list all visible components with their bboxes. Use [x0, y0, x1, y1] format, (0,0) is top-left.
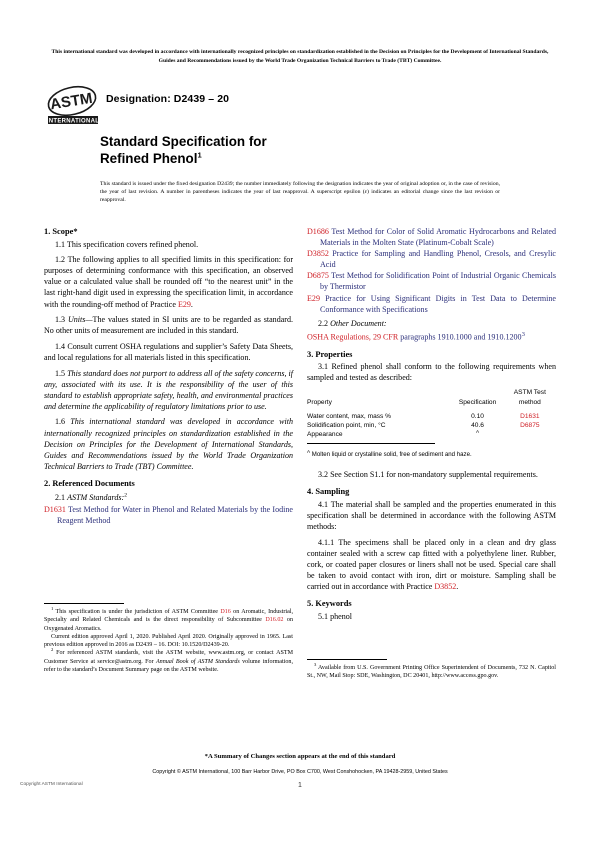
subsection-2-2-number: 2.2	[318, 318, 331, 328]
page-number: 1	[298, 782, 302, 789]
cell-specification-solidification-point: 40.6	[471, 422, 484, 429]
section-heading-keywords: 5. Keywords	[307, 599, 352, 609]
subsection-2-2-title: Other Document:	[330, 318, 387, 328]
paragraph-1-3-term: Units—	[67, 315, 93, 325]
reference-title-e29: Practice for Using Significant Digits in Test Data to Determine Conformance with Specifications	[320, 293, 556, 314]
reference-item-osha	[307, 329, 556, 343]
paragraph-1-1: 1.1 This specification covers refined phenol.	[55, 239, 199, 249]
section-heading-sampling: 4. Sampling	[307, 487, 350, 497]
footnote-rule	[307, 659, 387, 660]
left-column	[44, 226, 293, 526]
page-title	[100, 134, 500, 167]
cell-property-appearance: Appearance	[307, 431, 343, 439]
properties-table	[307, 388, 556, 439]
title-line-1: Standard Specification for	[100, 134, 267, 149]
table-row	[307, 421, 556, 430]
masthead	[46, 84, 554, 128]
reference-title-d1686: Test Method for Color of Solid Aromatic Hydrocarbons and Related Materials in the Molten State (Platinum-Cobalt Scale)	[320, 227, 556, 248]
paragraph-1-5-text: This standard does not purport to address all of the safety concerns, if any, associated with its use. It is the responsibility of the user of this standard to establish appropriate safety, health, and environmental practices and determine the applicability of regulatory limitations prior to use.	[44, 368, 293, 411]
table-footnote	[307, 448, 556, 460]
title-line-2	[100, 151, 500, 168]
paragraph-1-6	[44, 416, 293, 471]
footnote-edition: Current edition approved April 1, 2020. Published April 2020. Originally approved in 1965. Last previous edition approved in 2016 as D2439 – 16. DOI: 10.1520/D2439-20.	[44, 633, 293, 649]
table-row	[307, 430, 556, 439]
footnote-3	[307, 661, 556, 681]
footnote-2-text-italic: Annual Book of ASTM Standards	[155, 658, 240, 665]
link-d16[interactable]: D16	[220, 609, 231, 615]
footnotes-right	[307, 659, 556, 681]
paragraph-4-1: 4.1 The material shall be sampled and the properties enumerated in this specification shall be determined in accordance with the following ASTM methods:	[307, 499, 556, 532]
copyright-line: Copyright © ASTM International, 100 Barr Harbor Drive, PO Box C700, West Conshohocken, PA 19428-2959, United States	[152, 769, 448, 775]
svg-text:ASTM: ASTM	[48, 89, 94, 114]
svg-text:INTERNATIONAL: INTERNATIONAL	[46, 118, 100, 125]
reference-id-d1686[interactable]: D1686	[307, 227, 329, 236]
reference-title-d3852: Practice for Sampling and Handling Phenol, Cresols, and Cresylic Acid	[320, 249, 556, 270]
reference-osha-footnote-marker: 3	[521, 330, 525, 338]
reference-id-d6875[interactable]: D6875	[307, 271, 329, 281]
paragraph-1-3-number: 1.3	[55, 315, 68, 325]
reference-item	[307, 270, 556, 292]
reference-item	[307, 226, 556, 248]
reference-osha-red[interactable]: OSHA Regulations, 29 CFR	[307, 332, 401, 342]
footnote-1-text-a: This specification is under the jurisdiction of ASTM Committee	[53, 609, 221, 615]
paragraph-1-6-number: 1.6	[55, 417, 71, 427]
subsection-label-astm-standards	[44, 492, 293, 503]
table-footnote-rule	[307, 443, 435, 444]
paragraph-4-1-1	[307, 537, 556, 592]
subsection-2-1-title: ASTM Standards:	[67, 493, 125, 503]
cell-method-water-content[interactable]: D1631	[520, 412, 540, 420]
paragraph-1-5	[44, 368, 293, 412]
link-e29[interactable]: E29	[177, 299, 191, 309]
cell-appearance-footnote-marker: A	[476, 429, 480, 435]
cell-specification-appearance	[451, 430, 503, 439]
footnote-2-text-b: volume information, refer to the standard’s Document Summary page on the ASTM website.	[44, 658, 293, 674]
paragraph-1-5-number: 1.5	[55, 368, 68, 378]
reference-item	[44, 504, 293, 526]
cell-method-appearance	[504, 430, 556, 439]
paragraph-5-1: 5.1 phenol	[318, 611, 352, 621]
cell-property-solidification-point: Solidification point, min, °C	[307, 422, 386, 429]
designation-label: Designation: D2439 – 20	[106, 93, 230, 105]
paragraph-1-2-text-a: 1.2 The following applies to all specified limits in this specification: for purposes of determining conformance with this specification, an observed value or a calculated value shall be rounded off “to the nearest unit” in the last right-hand digit used in expressing the specification limit, in accordance with the rounding-off method of Practice	[44, 255, 293, 309]
title-line-2-text: Refined Phenol	[100, 150, 198, 166]
subsection-label-other-document	[307, 318, 556, 329]
issued-under-note: This standard is issued under the fixed designation D2439; the number immediately following the designation indicates the year of original adoption or, in the case of revision, the year of last revision. A number in parentheses indicates the year of last reapproval. A superscript epsilon (ε) indicates an editorial change since the last revision or reapproval.	[100, 181, 500, 204]
cell-method-solidification-point[interactable]: D6875	[520, 422, 540, 429]
cell-property-water-content: Water content, max, mass %	[307, 412, 392, 420]
link-d3852[interactable]: D3852	[434, 582, 457, 592]
paragraph-1-6-text: This international standard was developed in accordance with internationally recognized principles on standardization established in the Decision on Principles for the Development of International Standards, Guides and Recommendations issued by the World Trade Organization Technical Barriers to Trade (TBT) Committee.	[44, 417, 293, 471]
paragraph-1-2	[44, 254, 293, 309]
footnote-1-text-b: on Aromatic, Industrial, Specialty and Related Chemicals and is the direct responsibility of Subcommittee	[44, 609, 294, 624]
paragraph-4-1-1-text-a: 4.1.1 The specimens shall be placed only in a clean and dry glass container sealed with a screw cap fitted with a polyethylene liner. Rubber, cork, or coated paper closures or liners shall not be used. Special care shall be taken to avoid contact with iron, dirt or moisture. Sampling shall be carried out in accordance with Practice	[307, 537, 556, 592]
paragraph-1-3-text: The values stated in SI units are to be regarded as standard. No other units of measurement are included in this standard.	[44, 315, 293, 336]
reference-osha-blue: paragraphs 1910.1000 and 1910.1200	[400, 332, 522, 342]
column-header-specification: Specification	[458, 398, 497, 406]
footnote-2-marker: 2	[51, 647, 54, 653]
paragraph-3-2: 3.2 See Section S1.1 for non-mandatory supplemental requirements.	[318, 470, 538, 480]
reference-title-d1631: Test Method for Water in Phenol and Related Materials by the Iodine Reagent Method	[57, 504, 293, 525]
reference-title-d6875: Test Method for Solidification Point of Industrial Organic Chemicals by Thermistor	[320, 271, 556, 292]
right-column	[307, 226, 556, 622]
footnotes-left	[44, 603, 293, 674]
paragraph-1-3	[44, 314, 293, 336]
table-header-row	[307, 388, 556, 407]
subsection-2-1-number: 2.1	[55, 493, 68, 503]
footnote-3-text: Available from U.S. Government Printing Office Superintendent of Documents, 732 N. Capitol St., NW, Mail Stop: SDE, Washington, DC 20401, http://www.access.gpo.gov.	[307, 665, 556, 680]
section-heading-referenced-documents: 2. Referenced Documents	[44, 478, 135, 488]
paragraph-3-1: 3.1 Refined phenol shall conform to the following requirements when sampled and tested as described:	[307, 362, 556, 383]
table-footnote-marker: A	[307, 448, 311, 454]
reference-item	[307, 293, 556, 315]
link-d16-02[interactable]: D16.02	[265, 617, 284, 624]
reference-id-d1631[interactable]: D1631	[44, 504, 66, 514]
copyright-stamp: Copyright ASTM International	[20, 782, 83, 787]
table-row	[307, 412, 556, 421]
column-header-property: Property	[307, 398, 332, 406]
footnote-2-text-a: For referenced ASTM standards, visit the ASTM website, www.astm.org, or contact ASTM Customer Service at service@astm.org. For	[44, 650, 293, 665]
footnote-rule	[44, 603, 124, 604]
footnote-2	[44, 649, 293, 674]
footnote-1-text-c: on Oxygenated Aromatics.	[44, 617, 293, 632]
footnote-1-marker: 1	[51, 605, 54, 611]
footnote-1	[44, 605, 294, 633]
section-heading-properties: 3. Properties	[307, 349, 353, 359]
astm-logo-icon	[46, 84, 100, 126]
reference-id-e29[interactable]: E29	[307, 293, 320, 303]
paragraph-1-2-text-b: .	[190, 299, 193, 309]
cell-specification-water-content: 0.10	[471, 412, 484, 420]
reference-id-d3852[interactable]: D3852	[307, 249, 329, 259]
wto-notice: This international standard was developed in accordance with internationally recognized principles on standardization established in the Decision on Principles for the Development of International Standards, Guides and Recommendations issued by the World Trade Organization Technical Barriers to Trade (TBT) Committee.	[51, 49, 549, 64]
subsection-2-1-footnote-marker: 2	[124, 492, 128, 499]
footnote-3-marker: 3	[314, 661, 317, 667]
paragraph-1-4: 1.4 Consult current OSHA regulations and supplier’s Safety Data Sheets, and local regulations for all materials listed in this specification.	[44, 341, 293, 362]
reference-item	[307, 248, 556, 270]
section-heading-scope: 1. Scope*	[44, 227, 78, 236]
paragraph-4-1-1-text-b: .	[456, 582, 459, 592]
title-footnote-marker: 1	[197, 150, 202, 160]
column-header-test-method: ASTM Test method	[513, 389, 546, 406]
table-footnote-text: Molten liquid or crystalline solid, free of sediment and haze.	[310, 450, 472, 458]
summary-of-changes-note: *A Summary of Changes section appears at the end of this standard	[204, 753, 396, 760]
